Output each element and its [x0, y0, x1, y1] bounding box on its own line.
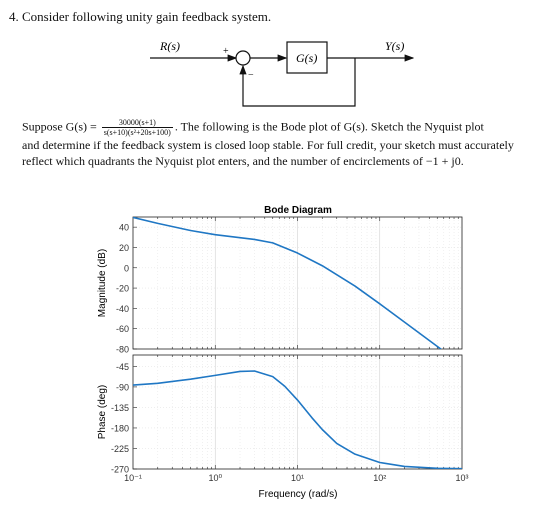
- x-tick-label: 10³: [455, 473, 469, 483]
- phase-axis-label: Phase (deg): [97, 384, 108, 440]
- magnitude-tick-label: 40: [118, 222, 129, 233]
- phase-tick-label: -270: [110, 464, 129, 475]
- tf-numerator: 30000(s+1): [118, 118, 156, 127]
- x-tick-label: 10⁻¹: [124, 473, 142, 483]
- magnitude-tick-label: -60: [115, 324, 129, 335]
- phase-tick-label: -135: [110, 402, 129, 413]
- paragraph-line-3: reflect which quadrants the Nyquist plot enters, and the number of encirclements of −1 + j0.: [22, 154, 464, 168]
- magnitude-tick-label: 20: [118, 242, 129, 253]
- magnitude-tick-label: -20: [115, 283, 129, 294]
- x-tick-label: 10²: [373, 473, 387, 483]
- magnitude-tick-label: -40: [115, 303, 129, 314]
- question-number: 4.: [9, 9, 19, 24]
- magnitude-plot: [116, 217, 462, 365]
- question-prompt: Consider following unity gain feedback system.: [22, 9, 272, 24]
- phase-tick-label: -45: [115, 361, 129, 372]
- paragraph-line-2: and determine if the feedback system is closed loop stable. For full credit, your sketch must accurately: [22, 138, 514, 152]
- magnitude-tick-label: 0: [123, 263, 129, 274]
- x-axis-label: Frequency (rad/s): [258, 489, 338, 500]
- phase-tick-label: -225: [110, 443, 129, 454]
- phase-tick-label: -180: [110, 423, 129, 434]
- x-tick-label: 10¹: [290, 473, 305, 483]
- tf-denominator: s(s+10)(s²+20s+100): [103, 128, 171, 137]
- phase-plot: [111, 355, 469, 483]
- x-tick-label: 10⁰: [208, 473, 223, 483]
- plant-label: G(s): [296, 51, 318, 65]
- output-label: Y(s): [385, 39, 405, 53]
- magnitude-tick-label: -80: [115, 344, 129, 355]
- magnitude-axis-label: Magnitude (dB): [97, 248, 108, 318]
- input-label: R(s): [160, 39, 180, 53]
- line1-suffix: . The following is the Bode plot of G(s). Sketch the Nyquist plot: [174, 119, 484, 134]
- suppose-prefix: Suppose G(s) =: [22, 119, 97, 134]
- minus-sign: −: [248, 70, 254, 81]
- chart-title: Bode Diagram: [264, 205, 332, 216]
- phase-tick-label: -90: [115, 382, 129, 393]
- plus-sign: +: [223, 46, 229, 57]
